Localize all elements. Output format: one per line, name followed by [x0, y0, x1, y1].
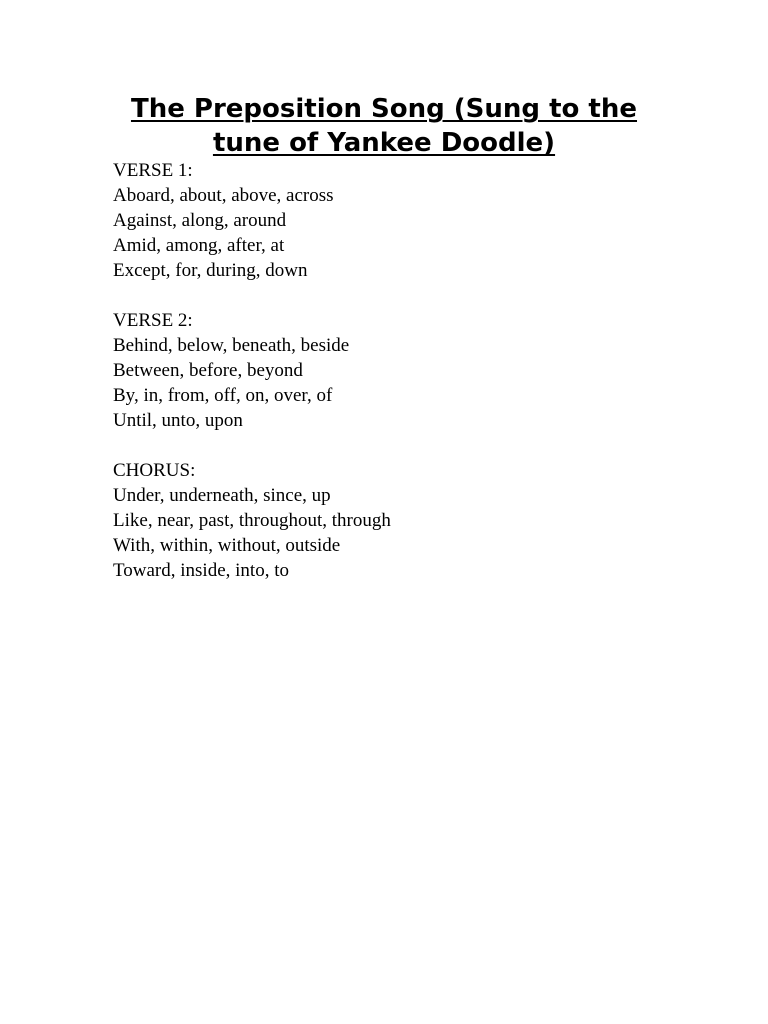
lyric-line: Toward, inside, into, to — [113, 560, 289, 581]
lyric-line: Aboard, about, above, across — [113, 185, 334, 206]
lyric-line: By, in, from, off, on, over, of — [113, 385, 333, 406]
lyric-line: Behind, below, beneath, beside — [113, 335, 350, 356]
song-title: The Preposition Song (Sung to the tune of Yankee Doodle) — [130, 94, 638, 158]
chorus — [113, 458, 713, 583]
verse-2 — [113, 308, 713, 433]
lyric-line: Like, near, past, throughout, through — [113, 510, 391, 531]
section-heading: VERSE 2: — [113, 310, 193, 331]
lyric-line: Until, unto, upon — [113, 410, 243, 431]
lyric-line: Against, along, around — [113, 210, 287, 231]
section-heading: VERSE 1: — [113, 160, 193, 181]
lyric-line: Under, underneath, since, up — [113, 485, 331, 506]
lyric-line: Between, before, beyond — [113, 360, 303, 381]
verse-1 — [113, 158, 713, 283]
lyric-line: With, within, without, outside — [113, 535, 341, 556]
lyric-line: Except, for, during, down — [113, 260, 308, 281]
song-lyrics — [113, 158, 713, 608]
section-heading: CHORUS: — [113, 460, 196, 481]
lyric-line: Amid, among, after, at — [113, 235, 285, 256]
